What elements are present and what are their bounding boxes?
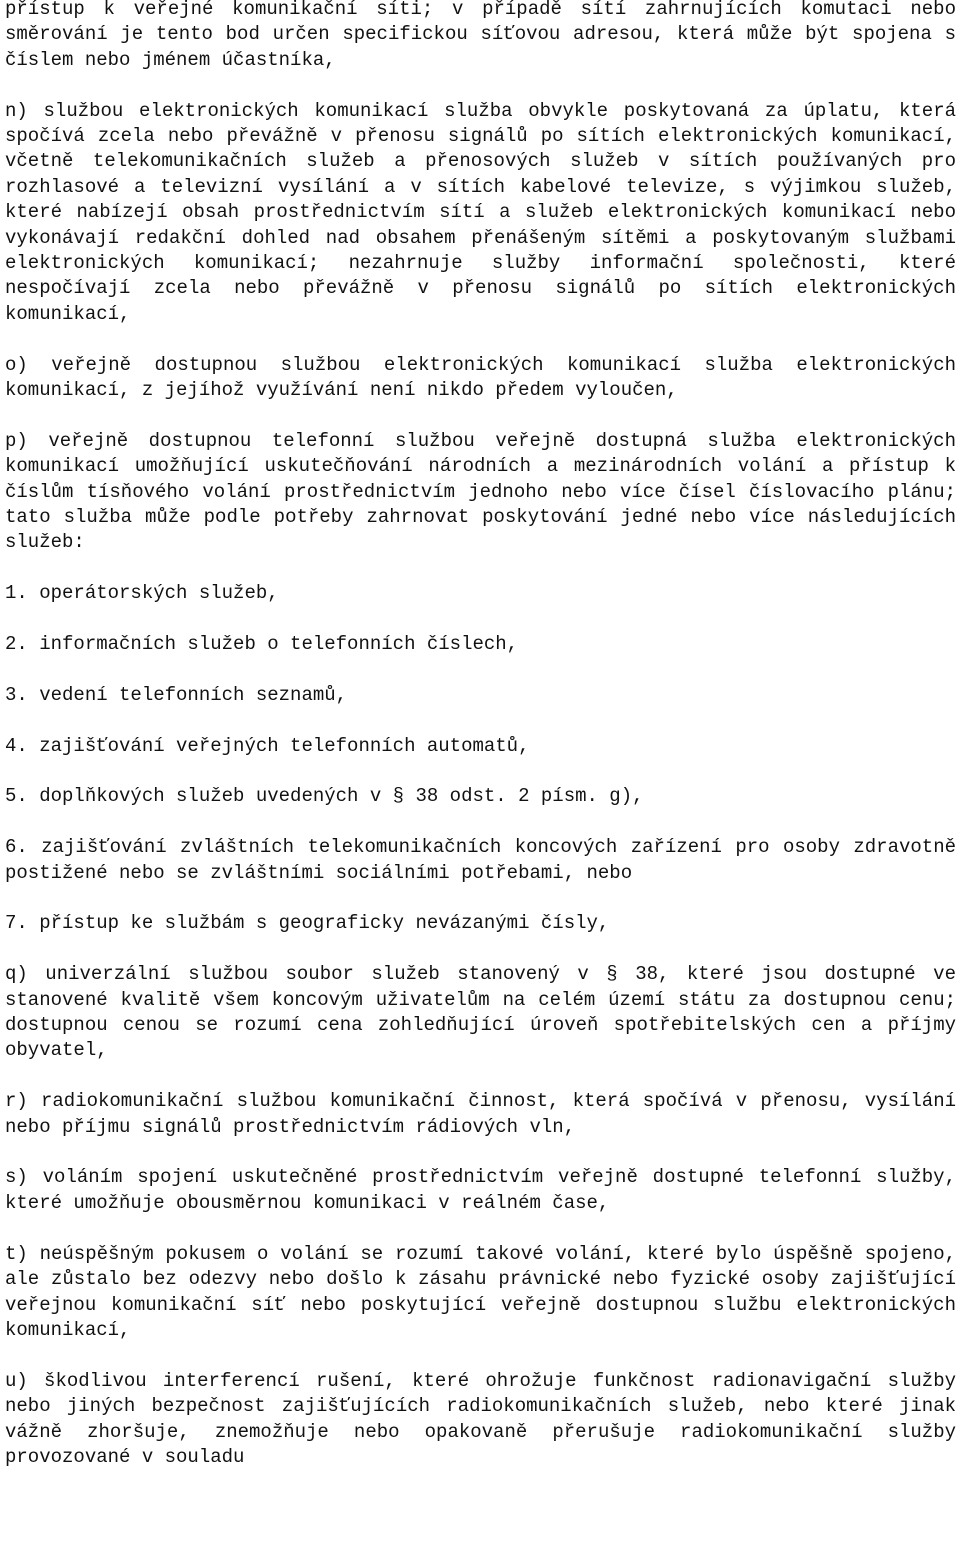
document-page bbox=[5, 0, 956, 1496]
list-item-3: 3. vedení telefonních seznamů, bbox=[5, 683, 348, 706]
paragraph-intro: přístup k veřejné komunikační síti; v případě sítí zahrnujících komutaci nebo směrování je tento bod určen specifickou síťovou adresou, která může být spojena s číslem nebo jménem účastníka, bbox=[5, 0, 956, 71]
list-item-6: 6. zajišťování zvláštních telekomunikačních koncových zařízení pro osoby zdravotně postižené nebo se zvláštními sociálními potřebami, nebo bbox=[5, 836, 956, 884]
definition-q: q) univerzální službou soubor služeb stanovený v § 38, které jsou dostupné ve stanovené kvalitě všem koncovým uživatelům na celém území státu za dostupnou cenu; dostupnou cenou se rozumí cena zohledňující úroveň spotřebitelských cen a příjmy obyvatel, bbox=[5, 963, 956, 1062]
list-item-7: 7. přístup ke službám s geograficky nevázanými čísly, bbox=[5, 912, 610, 935]
definition-t: t) neúspěšným pokusem o volání se rozumí takové volání, které bylo úspěšně spojeno, ale zůstalo bez odezvy nebo došlo k zásahu právnické nebo fyzické osoby zajišťující veřejnou komunikační síť nebo poskytující veřejně dostupnou službu elektronických komunikací, bbox=[5, 1242, 956, 1341]
list-item-5: 5. doplňkových služeb uvedených v § 38 odst. 2 písm. g), bbox=[5, 785, 644, 808]
list-item-1: 1. operátorských služeb, bbox=[5, 582, 279, 605]
list-item-4: 4. zajišťování veřejných telefonních automatů, bbox=[5, 734, 530, 757]
definition-n: n) službou elektronických komunikací služba obvykle poskytovaná za úplatu, která spočívá zcela nebo převážně v přenosu signálů po sítích elektronických komunikací, včetně telekomunikačních služeb a přenosových služeb v sítích používaných pro rozhlasové a televizní vysílání a v sítích kabelové televize, s výjimkou služeb, které nabízejí obsah prostřednictvím sítí a služeb elektronických komunikací nebo vykonávají redakční dohled nad obsahem přenášeným sítěmi a poskytovaným službami elektronických komunikací; nezahrnuje služby informační společnosti, které nespočívají zcela nebo převážně v přenosu signálů po sítích elektronických komunikací, bbox=[5, 99, 956, 325]
definition-u: u) škodlivou interferencí rušení, které ohrožuje funkčnost radionavigační služby nebo jiných bezpečnost zajišťujících radiokomunikačních služeb, nebo které jinak vážně zhoršuje, znemožňuje nebo opakovaně přerušuje radiokomunikační služby provozované v souladu bbox=[5, 1369, 956, 1468]
definition-s: s) voláním spojení uskutečněné prostřednictvím veřejně dostupné telefonní služby, které umožňuje obousměrnou komunikaci v reálném čase, bbox=[5, 1166, 956, 1214]
definition-r: r) radiokomunikační službou komunikační činnost, která spočívá v přenosu, vysílání nebo příjmu signálů prostřednictvím rádiových vln, bbox=[5, 1090, 956, 1138]
definition-o: o) veřejně dostupnou službou elektronických komunikací služba elektronických komunikací, z jejíhož využívání není nikdo předem vyloučen, bbox=[5, 353, 956, 402]
list-item-2: 2. informačních služeb o telefonních číslech, bbox=[5, 633, 519, 656]
definition-p: p) veřejně dostupnou telefonní službou veřejně dostupná služba elektronických komunikací umožňující uskutečňování národních a mezinárodních volání a přístup k číslům tísňového volání prostřednictvím jednoho nebo více čísel číslovacího plánu; tato služba může podle potřeby zahrnovat poskytování jedné nebo více následujících služeb: bbox=[5, 429, 956, 554]
